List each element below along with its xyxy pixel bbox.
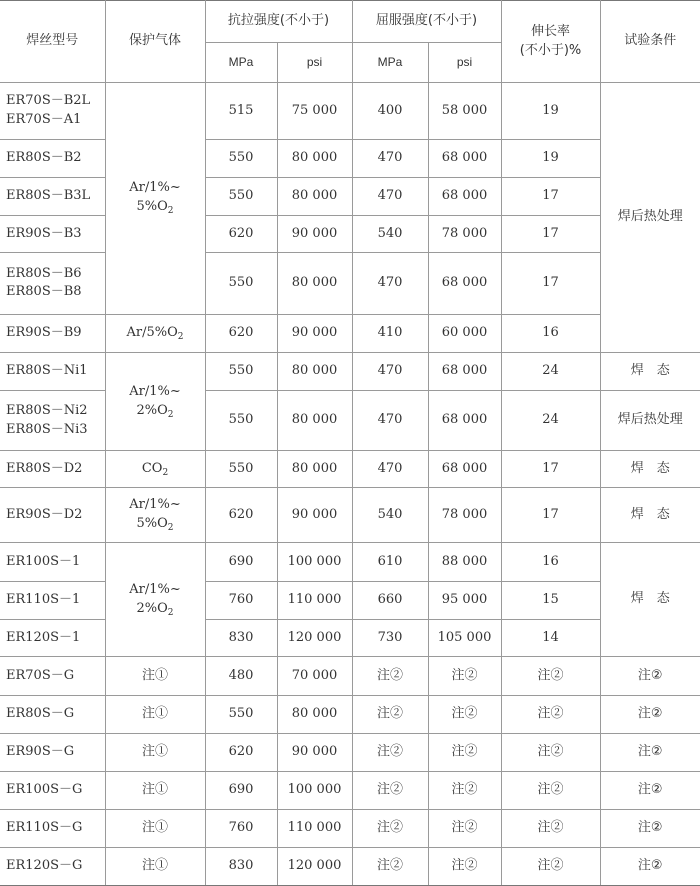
header-yield-psi: psi: [428, 43, 501, 83]
model-name: ER70S－A1: [6, 112, 82, 128]
value-cell-mpa: 620: [205, 314, 277, 353]
value-cell-ypsi: 60 000: [428, 314, 501, 353]
condition-cell: 焊后热处理: [600, 83, 700, 353]
value-cell-ypsi: 68 000: [428, 353, 501, 391]
value-cell-mpa: 620: [205, 733, 277, 771]
gas-cell: [105, 83, 205, 315]
value-cell-elong: 15: [501, 581, 600, 619]
gas-subscript: 2: [167, 523, 174, 534]
gas-line: [106, 515, 205, 534]
model-name: ER80S－Ni1: [6, 363, 88, 379]
header-test-condition: 试验条件: [600, 1, 700, 83]
gas-line: Ar/1%~: [129, 581, 181, 597]
gas-cell: 注①: [105, 810, 205, 848]
value-cell-psi: 90 000: [277, 215, 352, 253]
gas-line: Ar/1%~: [129, 497, 181, 513]
model-cell: [0, 810, 105, 848]
value-cell-mpa: 550: [205, 696, 277, 734]
header-tensile-mpa: MPa: [205, 43, 277, 83]
table-row: [0, 810, 700, 848]
condition-cell: 焊 态: [600, 353, 700, 391]
model-name: ER80S－G: [6, 706, 75, 722]
condition-cell: 注②: [600, 733, 700, 771]
condition-cell: 焊 态: [600, 451, 700, 488]
table-row: [0, 848, 700, 886]
gas-subscript: 2: [167, 607, 174, 618]
value-cell-ympa: 注②: [352, 733, 428, 771]
value-cell-psi: 80 000: [277, 391, 352, 451]
model-cell: [0, 696, 105, 734]
gas-subscript: 2: [177, 332, 184, 343]
value-cell-ypsi: 68 000: [428, 253, 501, 314]
gas-cell: [105, 353, 205, 451]
model-name: ER90S－D2: [6, 506, 83, 522]
value-cell-elong: 17: [501, 215, 600, 253]
value-cell-mpa: 830: [205, 619, 277, 657]
value-cell-elong: 17: [501, 253, 600, 314]
value-cell-psi: 110 000: [277, 810, 352, 848]
value-cell-elong: 19: [501, 83, 600, 140]
model-cell: [0, 215, 105, 253]
model-name: ER100S－1: [6, 553, 81, 569]
value-cell-psi: 120 000: [277, 848, 352, 886]
value-cell-psi: 100 000: [277, 771, 352, 810]
value-cell-psi: 80 000: [277, 451, 352, 488]
value-cell-elong: 注②: [501, 733, 600, 771]
value-cell-ypsi: 88 000: [428, 543, 501, 582]
value-cell-ympa: 610: [352, 543, 428, 582]
value-cell-ympa: 540: [352, 215, 428, 253]
value-cell-mpa: 480: [205, 657, 277, 696]
model-name: ER80S－B2: [6, 150, 82, 166]
table-row: [0, 488, 700, 543]
model-cell: [0, 451, 105, 488]
gas-cell: [105, 543, 205, 657]
value-cell-mpa: 690: [205, 543, 277, 582]
gas-line: [106, 402, 205, 421]
header-elongation-line2: (不小于)%: [519, 42, 582, 58]
model-cell: [0, 733, 105, 771]
value-cell-ypsi: 68 000: [428, 177, 501, 215]
model-name: ER90S－B3: [6, 225, 82, 241]
value-cell-psi: 80 000: [277, 140, 352, 178]
value-cell-ypsi: 68 000: [428, 451, 501, 488]
header-yield-strength: 屈服强度(不小于): [352, 1, 501, 43]
table-row: [0, 543, 700, 582]
value-cell-psi: 80 000: [277, 353, 352, 391]
header-model: 焊丝型号: [0, 1, 105, 83]
value-cell-ypsi: 注②: [428, 771, 501, 810]
gas-text: 2%O: [136, 600, 168, 616]
gas-subscript: 2: [167, 206, 174, 217]
model-cell: [0, 543, 105, 582]
gas-subscript: 2: [162, 467, 169, 478]
value-cell-ympa: 注②: [352, 848, 428, 886]
condition-cell: 注②: [600, 657, 700, 696]
value-cell-elong: 17: [501, 451, 600, 488]
model-name: ER100S－G: [6, 782, 83, 798]
model-cell: [0, 848, 105, 886]
value-cell-ypsi: 78 000: [428, 215, 501, 253]
value-cell-ympa: 470: [352, 353, 428, 391]
value-cell-elong: 24: [501, 353, 600, 391]
gas-text: 2%O: [136, 402, 168, 418]
condition-cell: 注②: [600, 848, 700, 886]
value-cell-psi: 90 000: [277, 733, 352, 771]
table-row: [0, 314, 700, 353]
value-cell-ympa: 660: [352, 581, 428, 619]
value-cell-psi: 90 000: [277, 488, 352, 543]
value-cell-elong: 注②: [501, 848, 600, 886]
value-cell-elong: 14: [501, 619, 600, 657]
value-cell-ympa: 注②: [352, 657, 428, 696]
value-cell-mpa: 550: [205, 177, 277, 215]
value-cell-psi: 80 000: [277, 253, 352, 314]
value-cell-psi: 70 000: [277, 657, 352, 696]
value-cell-ypsi: 95 000: [428, 581, 501, 619]
gas-cell: 注①: [105, 771, 205, 810]
value-cell-psi: 80 000: [277, 696, 352, 734]
model-name: ER110S－1: [6, 591, 81, 607]
value-cell-elong: 17: [501, 177, 600, 215]
value-cell-ympa: 730: [352, 619, 428, 657]
value-cell-mpa: 830: [205, 848, 277, 886]
value-cell-mpa: 690: [205, 771, 277, 810]
value-cell-mpa: 550: [205, 140, 277, 178]
model-cell: [0, 177, 105, 215]
model-cell: [0, 140, 105, 178]
model-name: ER80S－B8: [6, 284, 82, 300]
value-cell-psi: 75 000: [277, 83, 352, 140]
model-name: ER80S－B3L: [6, 187, 91, 203]
value-cell-elong: 17: [501, 488, 600, 543]
header-elongation: [501, 1, 600, 83]
value-cell-elong: 注②: [501, 657, 600, 696]
model-cell: [0, 253, 105, 314]
value-cell-elong: 注②: [501, 810, 600, 848]
value-cell-ympa: 400: [352, 83, 428, 140]
condition-cell: 焊后热处理: [600, 391, 700, 451]
model-name: ER110S－G: [6, 820, 83, 836]
value-cell-mpa: 550: [205, 391, 277, 451]
header-shielding-gas: 保护气体: [105, 1, 205, 83]
table-row: [0, 696, 700, 734]
gas-text: 5%O: [136, 199, 168, 215]
value-cell-mpa: 550: [205, 353, 277, 391]
value-cell-ympa: 注②: [352, 696, 428, 734]
value-cell-ympa: 470: [352, 140, 428, 178]
table-row: [0, 733, 700, 771]
model-cell: [0, 353, 105, 391]
gas-line: [106, 600, 205, 619]
value-cell-ympa: 540: [352, 488, 428, 543]
condition-cell: 焊 态: [600, 543, 700, 657]
model-name: ER80S－B6: [6, 265, 82, 281]
value-cell-mpa: 760: [205, 810, 277, 848]
model-name: ER70S－B2L: [6, 93, 91, 109]
model-cell: [0, 657, 105, 696]
gas-cell: [105, 488, 205, 543]
gas-cell: 注①: [105, 733, 205, 771]
value-cell-ympa: 注②: [352, 810, 428, 848]
condition-cell: 注②: [600, 810, 700, 848]
gas-cell: 注①: [105, 657, 205, 696]
value-cell-mpa: 550: [205, 451, 277, 488]
model-cell: [0, 488, 105, 543]
value-cell-psi: 110 000: [277, 581, 352, 619]
condition-cell: 注②: [600, 771, 700, 810]
value-cell-mpa: 620: [205, 488, 277, 543]
model-cell: [0, 581, 105, 619]
value-cell-elong: 16: [501, 543, 600, 582]
condition-cell: 焊 态: [600, 488, 700, 543]
value-cell-ypsi: 注②: [428, 848, 501, 886]
value-cell-elong: 注②: [501, 771, 600, 810]
value-cell-ypsi: 58 000: [428, 83, 501, 140]
table-body: [0, 83, 700, 886]
value-cell-mpa: 515: [205, 83, 277, 140]
value-cell-ypsi: 注②: [428, 733, 501, 771]
table-row: [0, 451, 700, 488]
value-cell-elong: 19: [501, 140, 600, 178]
value-cell-ympa: 410: [352, 314, 428, 353]
value-cell-psi: 80 000: [277, 177, 352, 215]
value-cell-ypsi: 68 000: [428, 391, 501, 451]
header-elongation-line1: 伸长率: [530, 23, 570, 39]
condition-cell: 注②: [600, 696, 700, 734]
model-name: ER90S－B9: [6, 325, 82, 341]
value-cell-ympa: 470: [352, 391, 428, 451]
value-cell-ypsi: 注②: [428, 810, 501, 848]
model-name: ER120S－1: [6, 629, 81, 645]
value-cell-ypsi: 注②: [428, 696, 501, 734]
model-name: ER80S－Ni2: [6, 402, 88, 418]
value-cell-ypsi: 68 000: [428, 140, 501, 178]
value-cell-elong: 24: [501, 391, 600, 451]
header-tensile-psi: psi: [277, 43, 352, 83]
value-cell-ympa: 470: [352, 451, 428, 488]
gas-line: [106, 198, 205, 217]
table-row: [0, 83, 700, 140]
header-yield-mpa: MPa: [352, 43, 428, 83]
table-row: [0, 657, 700, 696]
value-cell-psi: 120 000: [277, 619, 352, 657]
header-tensile-strength: 抗拉强度(不小于): [205, 1, 352, 43]
value-cell-ypsi: 105 000: [428, 619, 501, 657]
model-cell: [0, 771, 105, 810]
value-cell-mpa: 550: [205, 253, 277, 314]
model-name: ER80S－Ni3: [6, 421, 88, 437]
value-cell-ypsi: 注②: [428, 657, 501, 696]
model-cell: [0, 314, 105, 353]
value-cell-ympa: 470: [352, 177, 428, 215]
gas-cell: [105, 451, 205, 488]
gas-line: Ar/1%~: [129, 180, 181, 196]
model-name: ER70S－G: [6, 667, 75, 683]
gas-cell: [105, 314, 205, 353]
model-name: ER80S－D2: [6, 460, 83, 476]
model-name: ER90S－G: [6, 743, 75, 759]
value-cell-ypsi: 78 000: [428, 488, 501, 543]
value-cell-mpa: 620: [205, 215, 277, 253]
value-cell-psi: 90 000: [277, 314, 352, 353]
gas-subscript: 2: [167, 409, 174, 420]
value-cell-ympa: 注②: [352, 771, 428, 810]
model-cell: [0, 391, 105, 451]
gas-cell: 注①: [105, 696, 205, 734]
value-cell-ympa: 470: [352, 253, 428, 314]
table-row: [0, 771, 700, 810]
value-cell-psi: 100 000: [277, 543, 352, 582]
model-cell: [0, 619, 105, 657]
gas-cell: 注①: [105, 848, 205, 886]
value-cell-elong: 16: [501, 314, 600, 353]
gas-text: 5%O: [136, 516, 168, 532]
value-cell-mpa: 760: [205, 581, 277, 619]
model-name: ER120S－G: [6, 858, 83, 874]
model-cell: [0, 83, 105, 140]
gas-text: CO: [141, 460, 163, 476]
table-row: [0, 353, 700, 391]
gas-text: Ar/5%O: [126, 325, 178, 341]
gas-line: Ar/1%~: [129, 383, 181, 399]
value-cell-elong: 注②: [501, 696, 600, 734]
